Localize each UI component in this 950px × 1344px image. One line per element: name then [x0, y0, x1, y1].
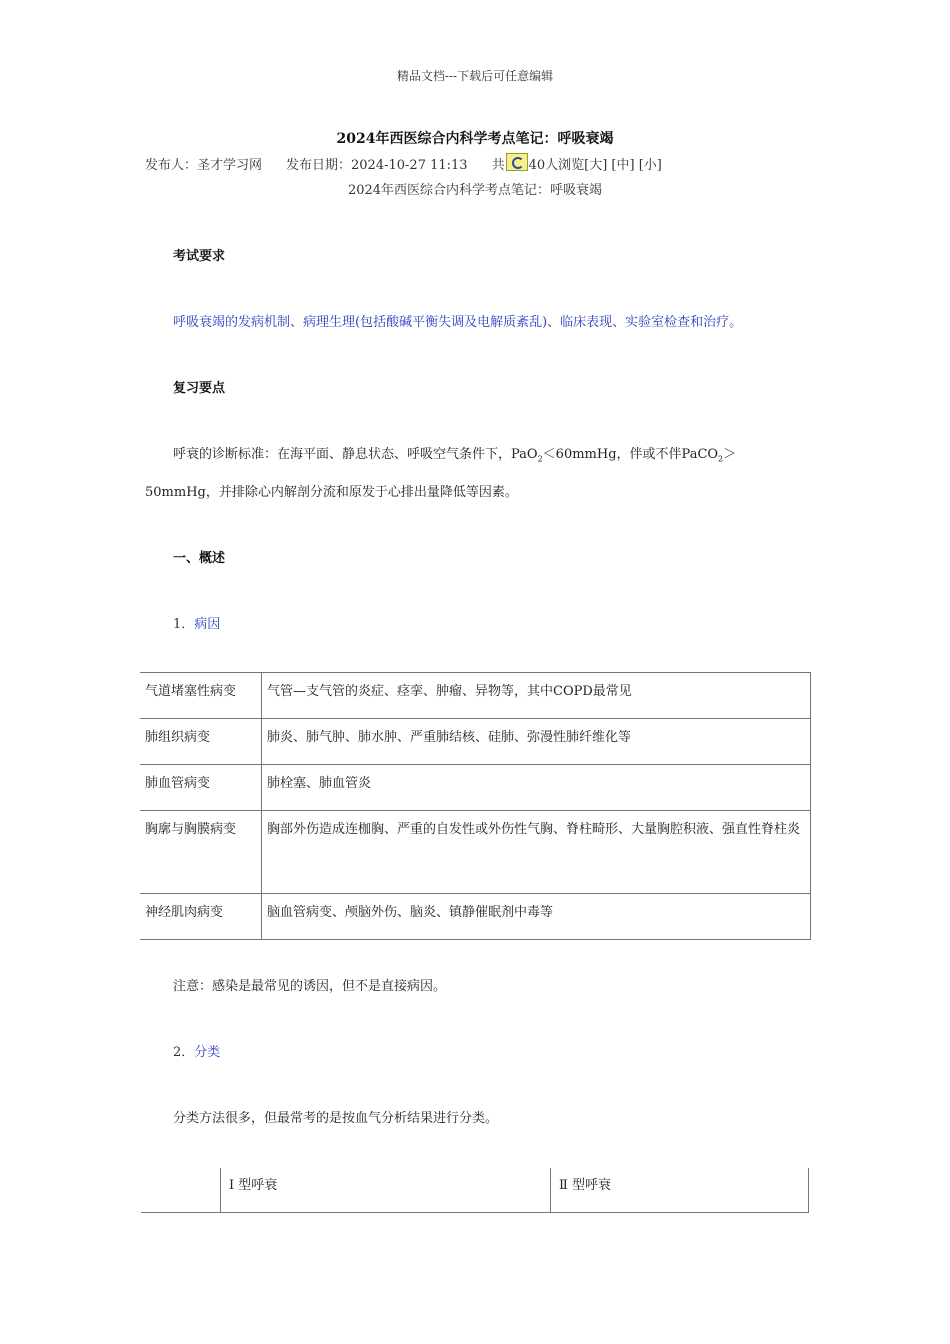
table-row: [140, 673, 811, 719]
item-number: 1．: [173, 617, 195, 632]
respiratory-failure-types-table: [141, 1168, 809, 1213]
item-classification-heading: [173, 1041, 220, 1060]
cause-category: 气道堵塞性病变: [140, 673, 262, 719]
publish-date: 发布日期：2024-10-27 11:13: [286, 158, 468, 173]
total-prefix: 共: [491, 158, 505, 173]
table-row: [140, 765, 811, 811]
diagnosis-text-a: 呼衰的诊断标准：在海平面、静息状态、呼吸空气条件下，PaO: [173, 447, 538, 462]
subtitle: 2024年西医综合内科学考点笔记：呼吸衰竭: [347, 183, 603, 198]
publisher: 发布人：圣才学习网: [145, 158, 263, 173]
section-review-heading: 复习要点: [173, 381, 226, 396]
diagnosis-text-c: ＞: [723, 447, 737, 462]
table-row: [140, 894, 811, 940]
page-title: 2024年西医综合内科学考点笔记：呼吸衰竭: [336, 131, 614, 147]
note-text: 注意：感染是最常见的诱因，但不是直接病因。: [173, 979, 447, 994]
table-row: [140, 719, 811, 765]
cause-detail: 肺栓塞、肺血管炎: [262, 765, 811, 811]
item-label: 病因: [194, 617, 221, 632]
diagnosis-line-1: [173, 443, 736, 464]
cause-category: 肺组织病变: [140, 719, 262, 765]
cause-detail: 肺炎、肺气肿、肺水肿、严重肺结核、硅肺、弥漫性肺纤维化等: [262, 719, 811, 765]
blank-header-cell: [141, 1168, 221, 1213]
cause-detail: 气管—支气管的炎症、痉挛、肿瘤、异物等，其中COPD最常见: [262, 673, 811, 719]
table-row: [140, 811, 811, 894]
item-number: 2．: [173, 1045, 195, 1060]
etiology-table: [140, 672, 811, 940]
section-overview-heading: 一、概述: [173, 551, 226, 566]
type2-header: Ⅱ 型呼衰: [551, 1168, 809, 1213]
refresh-icon: [506, 153, 528, 171]
cause-detail: 胸部外伤造成连枷胸、严重的自发性或外伤性气胸、脊柱畸形、大量胸腔积液、强直性脊柱炎: [262, 811, 811, 894]
classification-text: 分类方法很多，但最常考的是按血气分析结果进行分类。: [173, 1111, 499, 1126]
diagnosis-line-2: 50mmHg，并排除心内解剖分流和原发于心排出量降低等因素。: [145, 485, 518, 500]
diagnosis-text-b: ＜60mmHg，伴或不伴PaCO: [542, 447, 719, 462]
views-and-font-size[interactable]: 40人浏览[大] [中] [小]: [528, 158, 662, 173]
item-label: 分类: [194, 1045, 221, 1060]
type1-header: Ⅰ 型呼衰: [221, 1168, 551, 1213]
meta-line: [145, 153, 662, 173]
header-note: 精品文档---下载后可任意编辑: [396, 69, 554, 83]
table-row: [141, 1168, 809, 1213]
cause-category: 胸廓与胸膜病变: [140, 811, 262, 894]
diagnosis-sub-2: 2: [718, 454, 724, 464]
cause-category: 神经肌肉病变: [140, 894, 262, 940]
exam-requirements-text: 呼吸衰竭的发病机制、病理生理(包括酸碱平衡失调及电解质紊乱)、临床表现、实验室检查和治疗。: [173, 315, 743, 330]
diagnosis-sub-1: 2: [537, 454, 543, 464]
cause-category: 肺血管病变: [140, 765, 262, 811]
section-exam-heading: 考试要求: [173, 249, 226, 264]
item-etiology-heading: [173, 613, 220, 632]
cause-detail: 脑血管病变、颅脑外伤、脑炎、镇静催眠剂中毒等: [262, 894, 811, 940]
